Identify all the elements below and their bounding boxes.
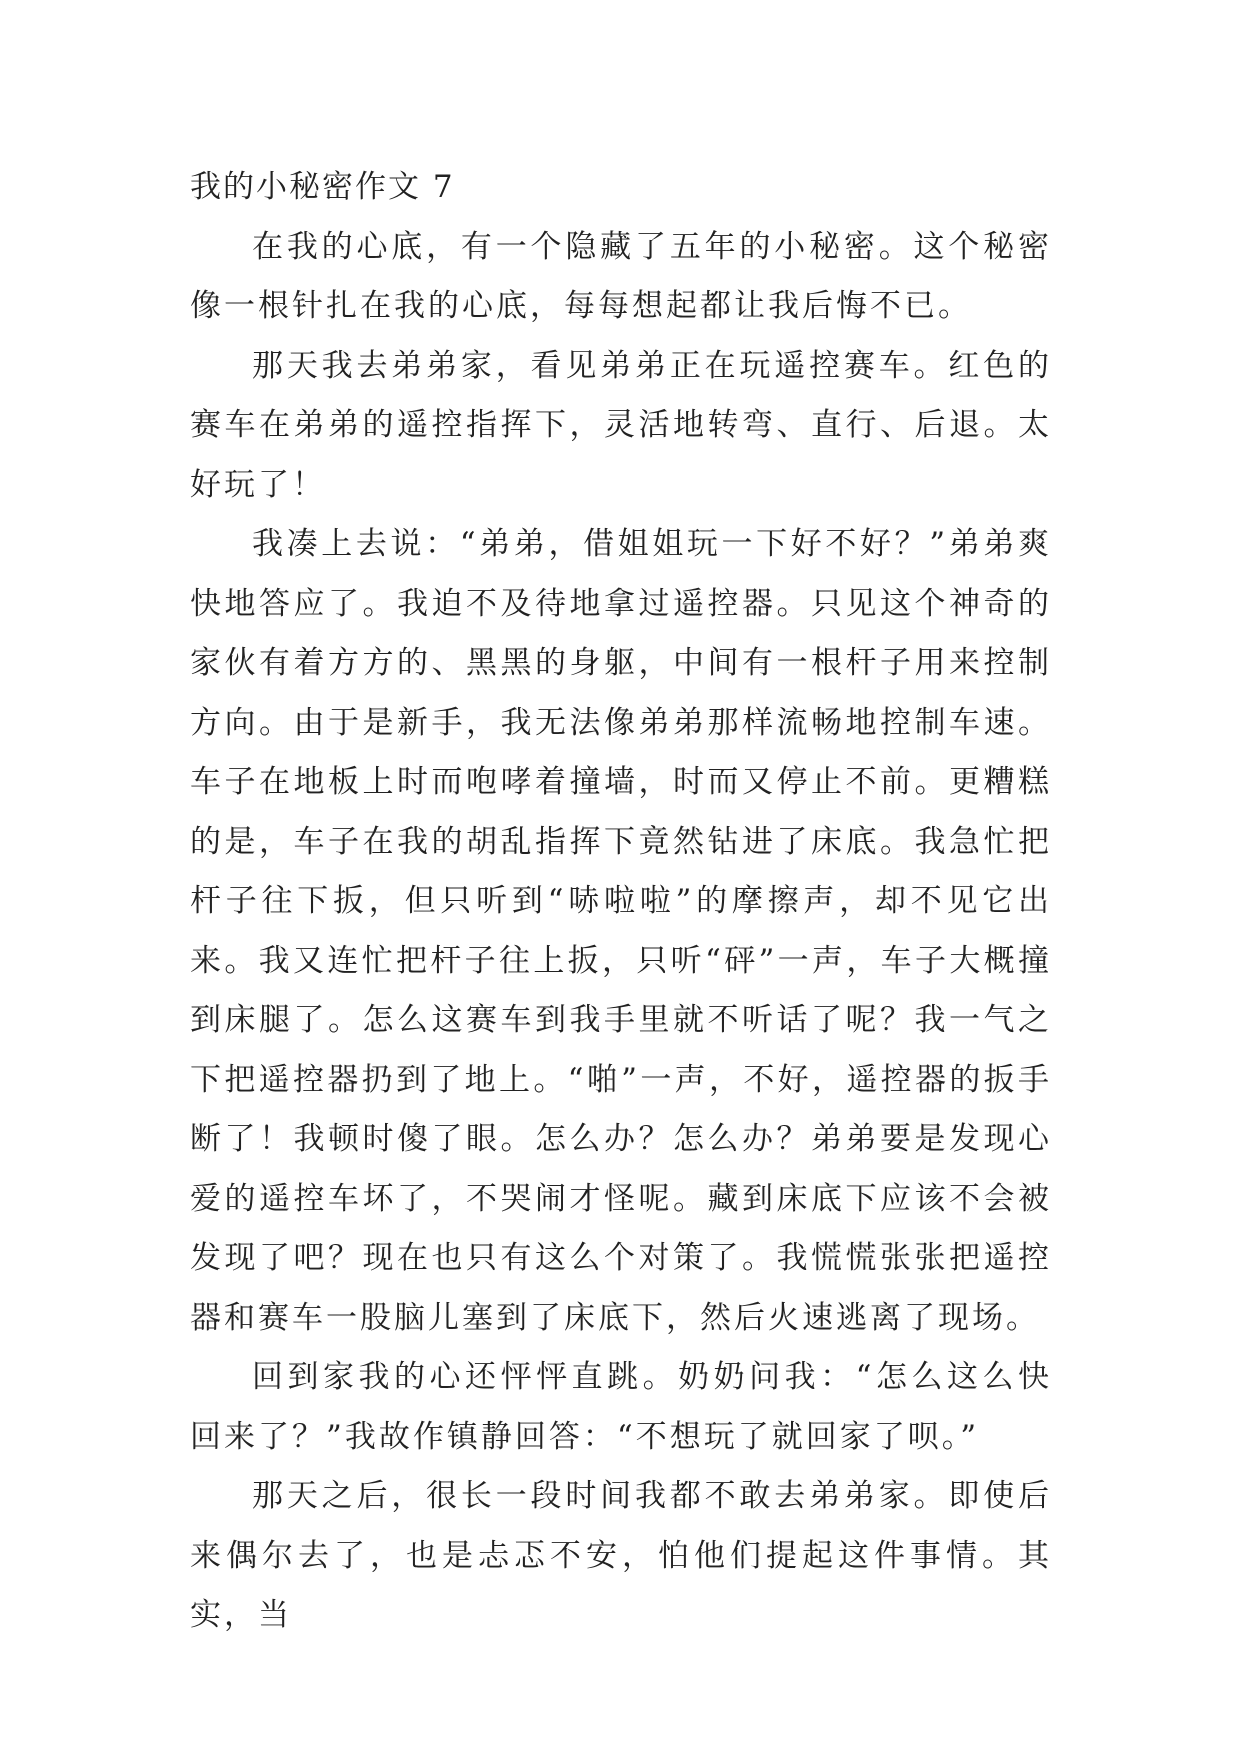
paragraph-1: 在我的心底，有一个隐藏了五年的小秘密。这个秘密像一根针扎在我的心底，每每想起都让我后悔不已。 bbox=[190, 228, 1052, 324]
paragraph-5: 那天之后，很长一段时间我都不敢去弟弟家。即使后来偶尔去了，也是忐忑不安，怕他们提起这件事情。其实，当 bbox=[190, 1478, 1052, 1633]
document-title: 我的小秘密作文 7 bbox=[190, 169, 455, 205]
paragraph-2: 那天我去弟弟家，看见弟弟正在玩遥控赛车。红色的赛车在弟弟的遥控指挥下，灵活地转弯、直行、后退。太好玩了！ bbox=[190, 347, 1052, 503]
paragraph-4: 回到家我的心还怦怦直跳。奶奶问我：“怎么这么快回来了？”我故作镇静回答：“不想玩了就回家了呗。” bbox=[190, 1359, 1052, 1455]
paragraph-3: 我凑上去说：“弟弟，借姐姐玩一下好不好？”弟弟爽快地答应了。我迫不及待地拿过遥控器。只见这个神奇的家伙有着方方的、黑黑的身躯，中间有一根杆子用来控制方向。由于是新手，我无法像弟弟那样流畅地控制车速。车子在地板上时而咆哮着撞墙，时而又停止不前。更糟糕的是，车子在我的胡乱指挥下竟然钻进了床底。我急忙把杆子往下扳，但只听到“哧啦啦”的摩擦声，却不见它出来。我又连忙把杆子往上扳，只听“砰”一声，车子大概撞到床腿了。怎么这赛车到我手里就不听话了呢？我一气之下把遥控器扔到了地上。“啪”一声，不好，遥控器的扳手断了！我顿时傻了眼。怎么办？怎么办？弟弟要是发现心爱的遥控车坏了，不哭闹才怪呢。藏到床底下应该不会被发现了吧？现在也只有这么个对策了。我慌慌张张把遥控器和赛车一股脑儿塞到了床底下，然后火速逃离了现场。 bbox=[190, 526, 1052, 1336]
document-body bbox=[190, 158, 1052, 1646]
